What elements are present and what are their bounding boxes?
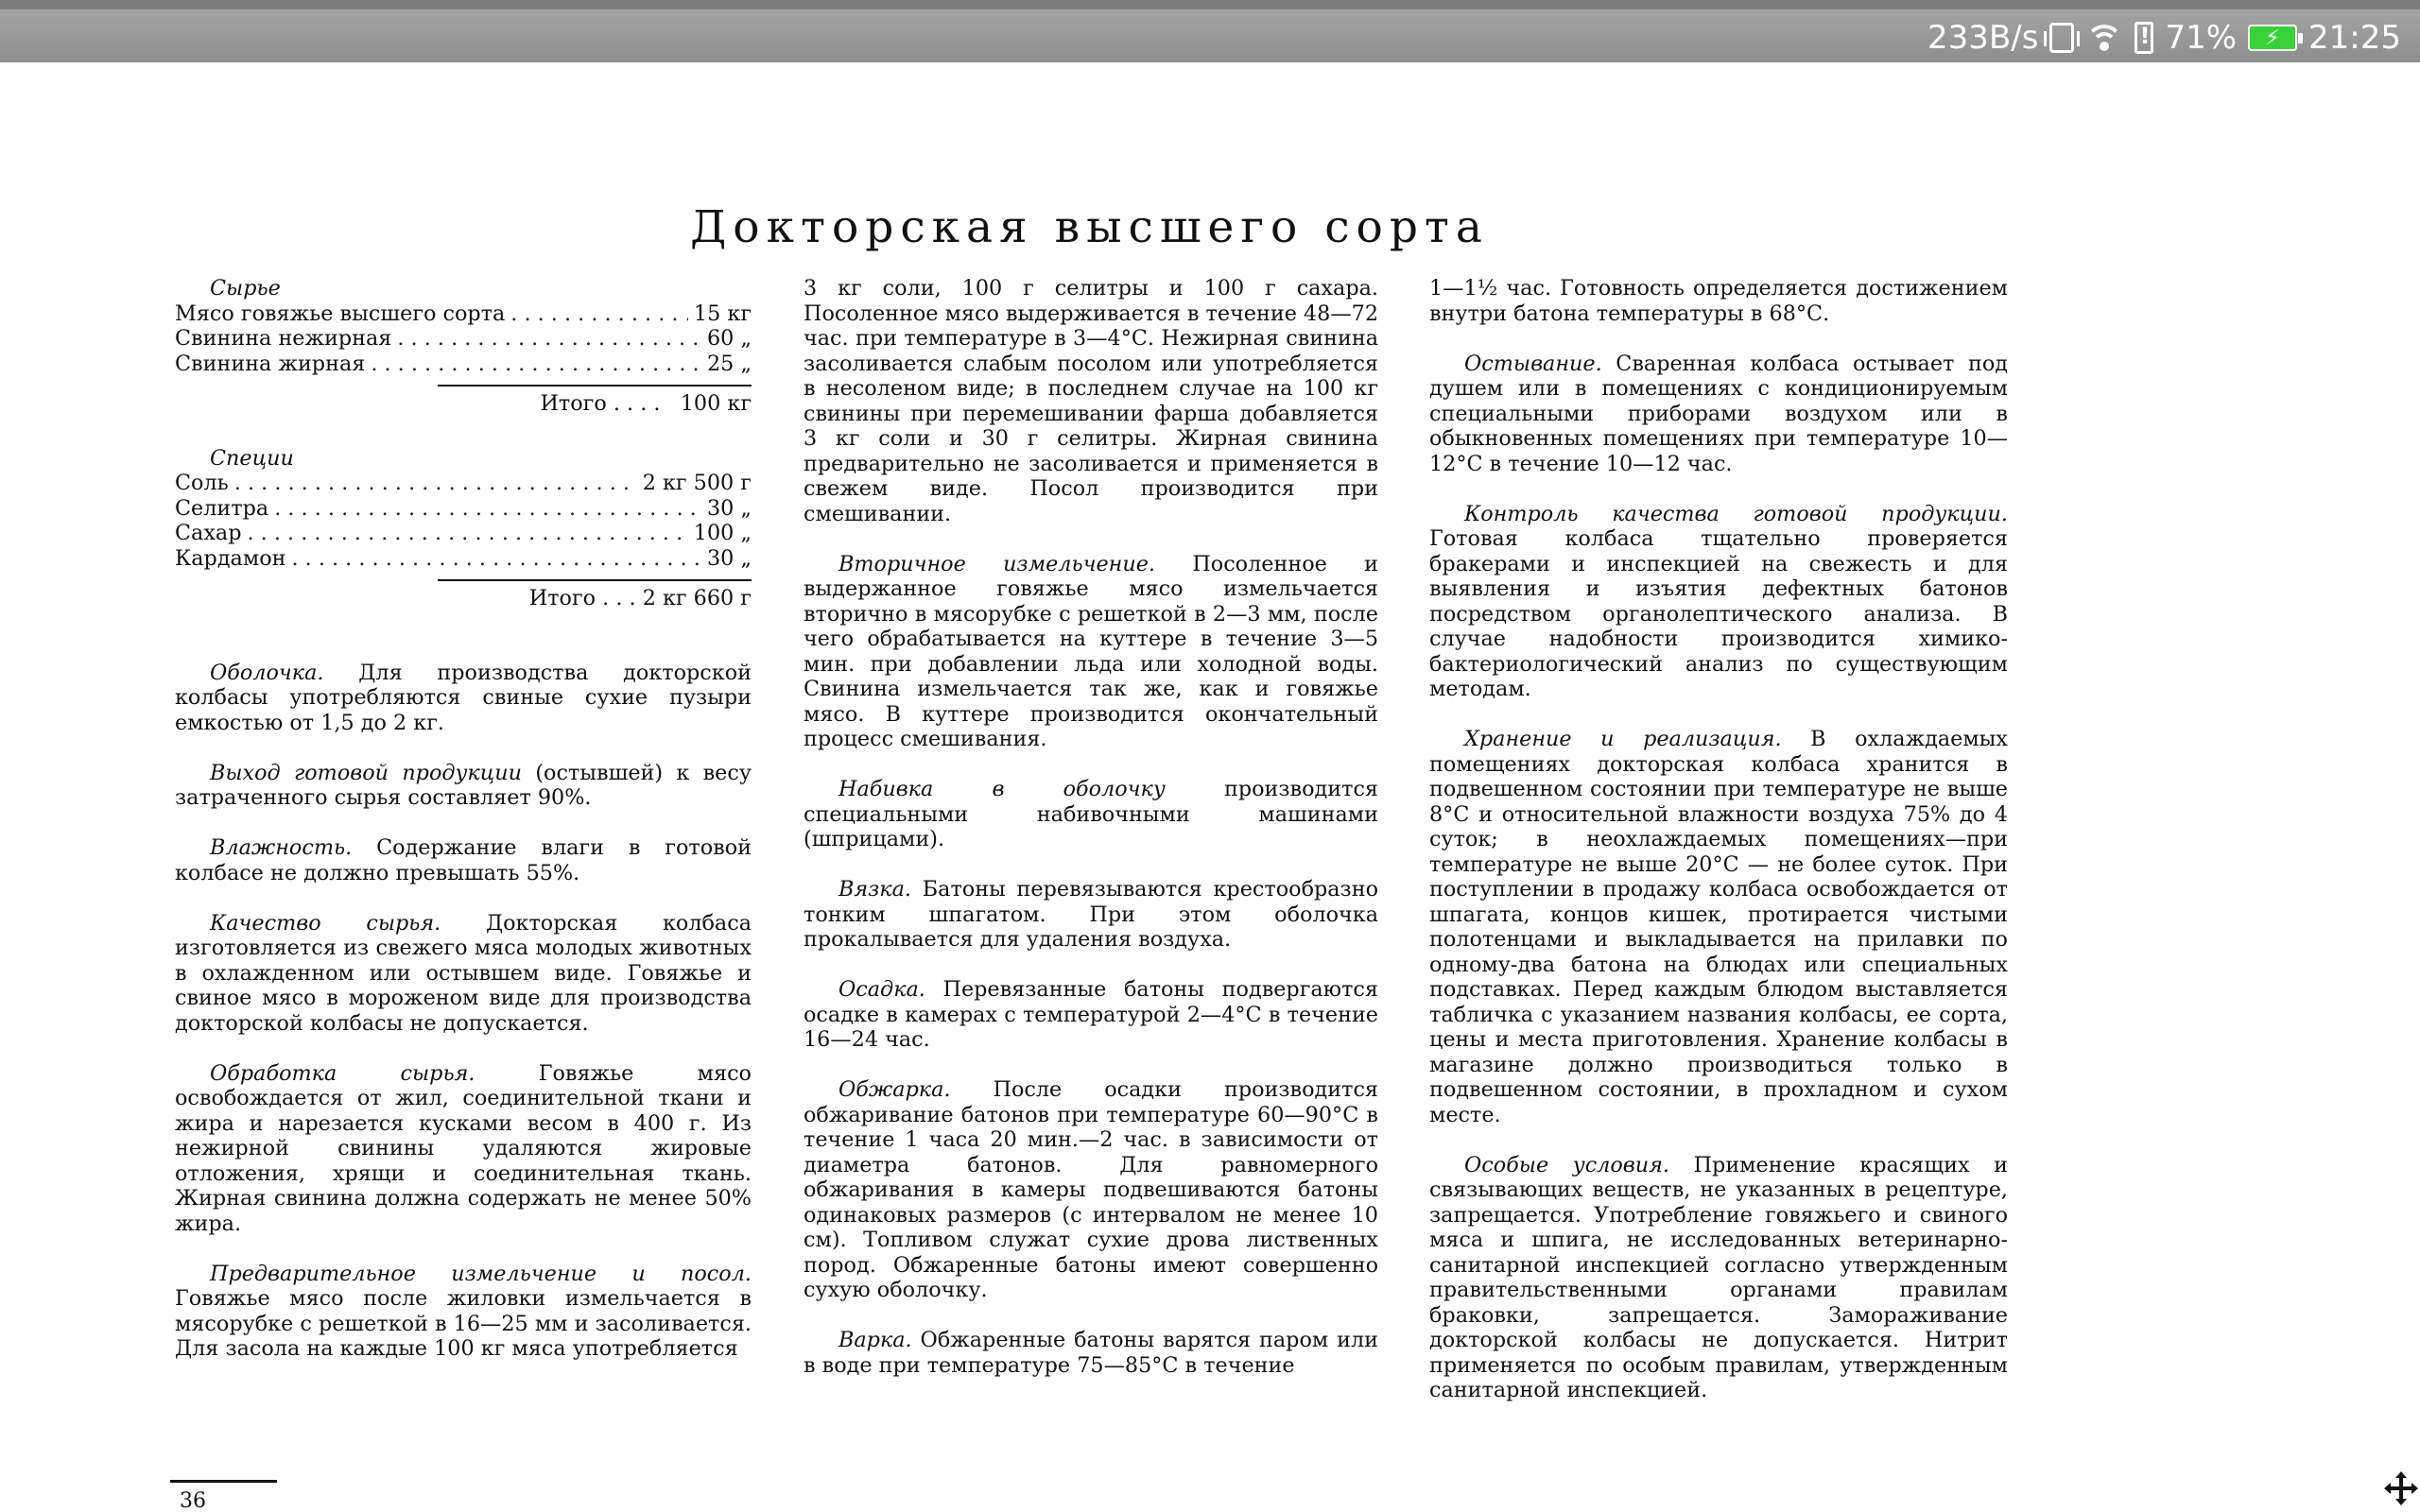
spice-row: Кардамон . . . 30 „ [175,546,752,572]
column-2 [804,276,1378,1403]
paragraph-yield: Выход готовой продукции (остывшей) к весу затраченного сырья составляет 90%. [175,760,752,810]
network-speed: 233B/s [1927,19,2039,57]
wifi-icon [2085,23,2123,53]
paragraph-continued: 1—1½ час. Готовность определяется достижением внутри батона температуры в 68°С. [1429,276,2008,326]
paragraph-tying: Вязка. Батоны перевязываются крестообразно тонким шпагатом. При этом оболочка прокалывается для удаления воздуха. [804,877,1378,952]
paragraph-secondary-grinding: Вторичное измельчение. Посоленное и выдержанное говяжье мясо измельчается вторично в мясорубке с решеткой в 2—3 мм, после чего обрабатывается на куттере в течение 3—5 мин. при добавлении льда или холодной воды. Свинина измельчается так же, как и говяжье мясо. В куттере производится окончательный процесс смешивания. [804,551,1378,751]
vibrate-icon [2049,23,2074,53]
battery-alert-icon [2135,22,2153,54]
paragraph-moisture: Влажность. Содержание влаги в готовой колбасе не должно превышать 55%. [175,835,752,885]
paragraph-stuffing: Набивка в оболочку производится специальными набивочными машинами (шприцами). [804,777,1378,851]
battery-percent: 71% [2165,19,2238,57]
ingredient-row: Мясо говяжье высшего сорта . . . 15 кг [175,301,752,327]
column-3 [1429,276,2008,1428]
status-icons [1927,13,2401,62]
divider [438,579,752,581]
paragraph-casing: Оболочка. Для производства докторской колбасы употребляются свиные сухие пузыри емкостью от 1,5 до 2 кг. [175,660,752,735]
page-number: 36 [180,1489,206,1512]
spices-heading: Специи [210,445,294,471]
spices-total: Итого . . . 2 кг 660 г [528,586,752,610]
spice-row: Сахар . . . 100 „ [175,521,752,546]
paragraph-storage: Хранение и реализация. В охлаждаемых помещениях докторская колбаса хранится в подвешенном состоянии при температуре не выше 8°С и относительной влажности воздуха 75% до 4 суток; в неохлаждаемых помещениях—при температуре не выше 20°С — не более суток. При поступлении в продажу колбаса освобождается от шпагата, концов кишек, протирается чистыми полотенцами и выкладывается на прилавки по одному-два батона на блюдах или специальных подставках. Перед каждым блюдом выставляется табличка с указанием названия колбасы, ее сорта, цены и места приготовления. Хранение колбасы в магазине должно производиться только в подвешенном состоянии, в прохладном и сухом месте. [1429,727,2008,1127]
spice-row: Селитра . . . 30 „ [175,496,752,522]
paragraph-raw-processing: Обработка сырья. Говяжье мясо освобождается от жил, соединительной ткани и жира и нарезается кусками весом в 400 г. Из нежирной свинины удаляются жировые отложения, хрящи и соединительная ткань. Жирная свинина должна содержать не менее 50% жира. [175,1060,752,1236]
move-icon[interactable] [2382,1469,2420,1507]
paragraph-raw-quality: Качество сырья. Докторская колбаса изготовляется из свежего мяса молодых животных в охлажденном или остывшем виде. Говяжье и свиное мясо в мороженом виде для производства докторской колбасы не допускается. [175,910,752,1036]
paragraph-quality-control: Контроль качества готовой продукции. Готовая колбаса тщательно проверяется бракерами и инспекцией на свежесть и для выявления и изъятия дефектных батонов посредством органолептического анализа. В случае надобности производится химико-бактериологический анализ по существующим методам. [1429,501,2008,701]
page-title: Докторская высшего сорта [690,201,1489,253]
paragraph-pre-grinding: Предварительное измельчение и посол. Говяжье мясо после жиловки измельчается в мясорубке с решеткой в 16—25 мм и засоливается. Для засола на каждые 100 кг мяса употребляется [175,1261,752,1361]
paragraph-settling: Осадка. Перевязанные батоны подвергаются осадке в камерах с температурой 2—4°С в течение 16—24 час. [804,977,1378,1052]
paragraph-cooling: Остывание. Сваренная колбаса остывает под душем или в помещениях с кондиционируемым специальными приборами воздухом или в обыкновенных помещениях при температуре 10—12°С в течение 10—12 час. [1429,351,2008,476]
ingredient-row: Свинина нежирная . . . 60 „ [175,326,752,352]
divider [438,385,752,387]
raw-materials-total: Итого . . . . 100 кг [540,391,752,416]
paragraph-special-conditions: Особые условия. Применение красящих и связывающих веществ, не указанных в рецептуре, запрещается. Употребление говяжьего и свиного мяса и шпига, не исследованных ветеринарно-санитарной инспекцией согласно утвержденным правительственными органами правилам браковки, запрещается. Замораживание докторской колбасы не допускается. Нитрит применяется по особым правилам, утвержденным санитарной инспекцией. [1429,1152,2008,1402]
paragraph-cooking: Варка. Обжаренные батоны варятся паром или в воде при температуре 75—85°С в течение [804,1328,1378,1378]
clock: 21:25 [2308,19,2401,57]
footer-divider [170,1480,277,1483]
paragraph-roasting: Обжарка. После осадки производится обжаривание батонов при температуре 60—90°С в течение 1 часа 20 мин.—2 час. в зависимости от диаметра батонов. Для равномерного обжаривания в камеры подвешиваются батоны одинаковых размеров (с интервалом не менее 10 см). Топливом служат сухие дрова лиственных пород. Обжаренные батоны имеют совершенно сухую оболочку. [804,1077,1378,1302]
raw-materials-heading: Сырье [210,276,281,301]
status-bar [0,0,2420,62]
column-1 [175,276,752,1386]
ingredient-row: Свинина жирная . . . 25 „ [175,352,752,377]
spice-row: Соль . . . 2 кг 500 г [175,471,752,496]
battery-charging-icon: ⚡ [2248,25,2297,51]
paragraph-continued: 3 кг соли, 100 г селитры и 100 г сахара. Посоленное мясо выдерживается в течение 48—72 час. при температуре в 3—4°С. Нежирная свинина засоливается слабым посолом или употребляется в несоленом виде; в последнем случае на 100 кг свинины при перемешивании фарша добавляется 3 кг соли и 30 г селитры. Жирная свинина предварительно не засоливается и применяется в свежем виде. Посол производится при смешивании. [804,276,1379,526]
